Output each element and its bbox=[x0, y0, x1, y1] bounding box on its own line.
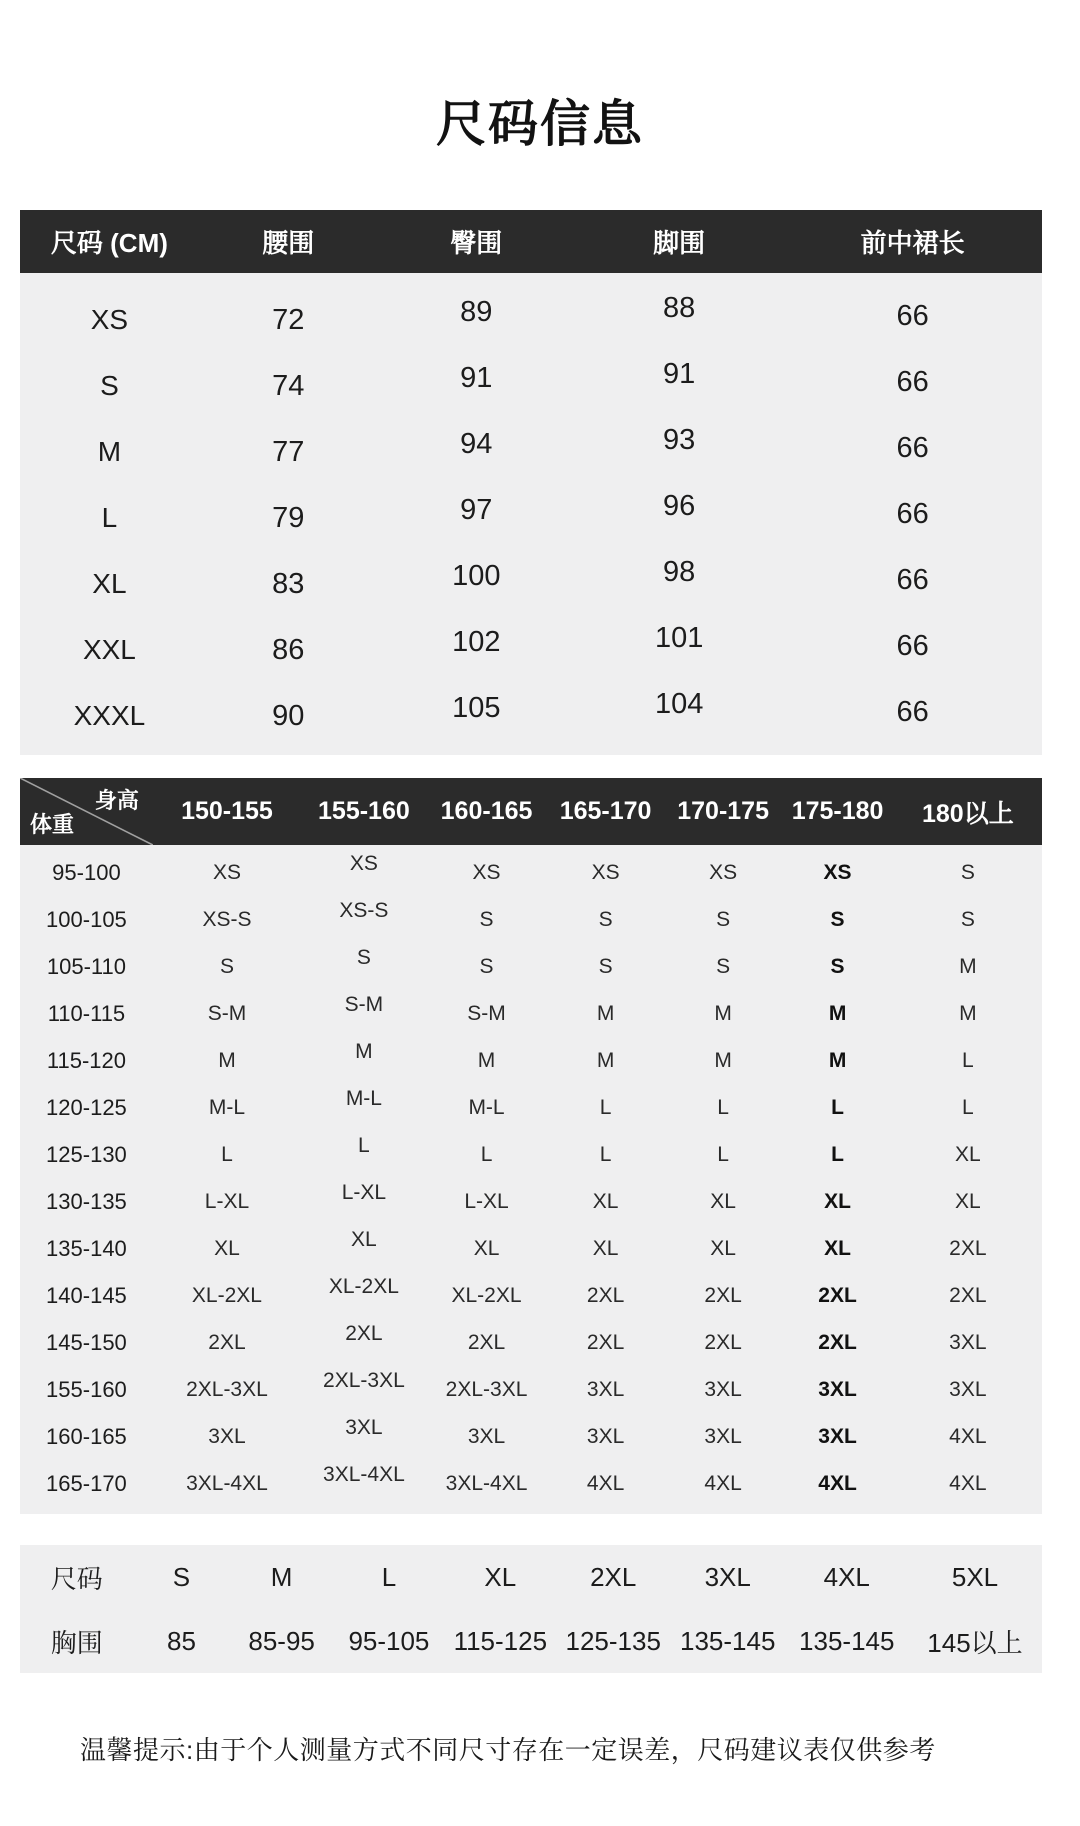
size-recommendation-cell: S bbox=[598, 954, 613, 978]
size-recommendation-cell: 4XL bbox=[704, 1471, 742, 1495]
weight-range-cell: 155-160 bbox=[46, 1376, 127, 1402]
bust-value-cell: 85 bbox=[167, 1625, 196, 1656]
size-table-cell: 104 bbox=[654, 687, 704, 720]
size-table-cell: 66 bbox=[896, 497, 929, 530]
size-recommendation-cell: M bbox=[959, 954, 977, 978]
size-recommendation-cell: 3XL-4XL bbox=[323, 1462, 405, 1486]
size-recommendation-cell: 4XL bbox=[949, 1424, 987, 1448]
size-recommendation-cell: 2XL-3XL bbox=[445, 1377, 528, 1401]
weight-range-cell: 160-165 bbox=[46, 1423, 127, 1449]
size-recommendation-cell: S-M bbox=[344, 992, 384, 1016]
size-recommendation-cell: 3XL bbox=[949, 1330, 987, 1354]
size-recommendation-cell: XL bbox=[473, 1236, 500, 1260]
bust-size-cell: M bbox=[270, 1561, 293, 1592]
weight-range-cell: 140-145 bbox=[46, 1282, 127, 1308]
size-table-header-cell: 尺码 (CM) bbox=[50, 228, 168, 258]
size-recommendation-cell: 4XL bbox=[586, 1471, 625, 1495]
size-table-cell: 72 bbox=[272, 303, 305, 336]
size-recommendation-cell: 2XL bbox=[586, 1283, 625, 1307]
height-weight-table bbox=[20, 778, 1042, 1514]
size-table-cell: M bbox=[97, 436, 122, 467]
matrix-row bbox=[20, 1366, 1042, 1413]
weight-range-cell: 135-140 bbox=[46, 1235, 127, 1261]
size-table-cell: 77 bbox=[272, 435, 305, 468]
size-recommendation-cell: XL bbox=[824, 1236, 851, 1260]
size-table-cell: 66 bbox=[896, 563, 929, 596]
size-table-cell: 89 bbox=[460, 295, 493, 328]
matrix-row bbox=[20, 1131, 1042, 1178]
size-recommendation-cell: M bbox=[218, 1048, 236, 1072]
size-recommendation-cell: 2XL bbox=[586, 1330, 625, 1354]
weight-range-cell: 100-105 bbox=[46, 906, 127, 932]
size-recommendation-cell: 3XL bbox=[345, 1415, 383, 1439]
size-table-row bbox=[20, 353, 1042, 419]
size-table-body bbox=[20, 273, 1042, 755]
size-table-cell: 98 bbox=[663, 555, 696, 588]
matrix-row bbox=[20, 1413, 1042, 1460]
height-column-header: 155-160 bbox=[318, 797, 410, 825]
warm-tip-note: 温馨提示:由于个人测量方式不同尺寸存在一定误差，尺码建议表仅供参考 bbox=[80, 1735, 936, 1765]
size-recommendation-cell: XL bbox=[351, 1227, 377, 1251]
bust-size-cell: 2XL bbox=[590, 1561, 637, 1592]
size-recommendation-cell: 3XL-4XL bbox=[186, 1471, 268, 1495]
matrix-header bbox=[20, 778, 1042, 845]
size-recommendation-cell: L bbox=[599, 1095, 612, 1119]
size-recommendation-cell: L bbox=[599, 1142, 612, 1166]
size-recommendation-cell: 3XL bbox=[704, 1424, 742, 1448]
size-recommendation-cell: XS bbox=[709, 860, 738, 884]
height-column-header: 175-180 bbox=[791, 797, 884, 825]
matrix-row bbox=[20, 1225, 1042, 1272]
size-recommendation-cell: 3XL bbox=[586, 1424, 625, 1448]
matrix-row bbox=[20, 1178, 1042, 1225]
weight-range-cell: 115-120 bbox=[46, 1047, 126, 1073]
bust-size-row-label: 尺码 bbox=[50, 1563, 103, 1594]
size-table-cell: 91 bbox=[460, 361, 493, 394]
size-table-cell: 86 bbox=[272, 633, 305, 666]
size-recommendation-cell: S-M bbox=[467, 1001, 506, 1025]
size-recommendation-cell: 4XL bbox=[949, 1471, 987, 1495]
size-recommendation-cell: M-L bbox=[208, 1095, 246, 1119]
size-table bbox=[20, 210, 1042, 755]
size-table-cell: 66 bbox=[896, 299, 929, 332]
size-recommendation-cell: 2XL bbox=[704, 1283, 742, 1307]
size-recommendation-cell: 2XL-3XL bbox=[323, 1368, 405, 1392]
size-recommendation-cell: S bbox=[830, 954, 845, 978]
bust-value-cell: 85-95 bbox=[248, 1625, 315, 1656]
size-recommendation-cell: M bbox=[714, 1048, 732, 1072]
height-column-header: 180以上 bbox=[922, 799, 1014, 828]
size-table-cell: 66 bbox=[896, 431, 929, 464]
size-table-cell: XS bbox=[90, 304, 129, 335]
bust-table bbox=[20, 1545, 1042, 1673]
size-recommendation-cell: L bbox=[717, 1095, 729, 1119]
bust-value-cell: 135-145 bbox=[799, 1625, 895, 1656]
size-recommendation-cell: S bbox=[960, 860, 975, 884]
height-label: 身高 bbox=[94, 788, 139, 813]
page-title: 尺码信息 bbox=[436, 96, 644, 152]
size-recommendation-cell: XS bbox=[823, 860, 852, 884]
size-table-cell: 97 bbox=[460, 493, 493, 526]
size-table-cell: 83 bbox=[272, 567, 305, 600]
size-table-cell: 100 bbox=[452, 559, 501, 592]
size-recommendation-cell: M-L bbox=[345, 1086, 382, 1110]
size-table-row bbox=[20, 551, 1042, 617]
matrix-row bbox=[20, 943, 1042, 990]
size-recommendation-cell: S bbox=[716, 907, 731, 931]
size-recommendation-cell: 3XL bbox=[704, 1377, 742, 1401]
size-table-cell: 74 bbox=[272, 369, 305, 402]
size-recommendation-cell: M bbox=[596, 1048, 615, 1072]
size-recommendation-cell: L-XL bbox=[204, 1189, 250, 1213]
size-table-cell: 66 bbox=[896, 365, 929, 398]
size-recommendation-cell: XL bbox=[824, 1189, 851, 1213]
size-recommendation-cell: L bbox=[831, 1095, 844, 1119]
size-recommendation-cell: S bbox=[219, 954, 234, 978]
size-recommendation-cell: L bbox=[962, 1095, 974, 1119]
weight-range-cell: 145-150 bbox=[46, 1329, 127, 1355]
size-recommendation-cell: S bbox=[830, 907, 845, 931]
size-recommendation-cell: XL bbox=[592, 1236, 619, 1260]
weight-range-cell: 165-170 bbox=[46, 1470, 127, 1496]
size-recommendation-cell: M bbox=[355, 1039, 373, 1063]
size-recommendation-cell: XS bbox=[591, 860, 620, 884]
size-recommendation-cell: L bbox=[221, 1142, 233, 1166]
weight-range-cell: 125-130 bbox=[46, 1141, 127, 1167]
matrix-row bbox=[20, 1319, 1042, 1366]
size-table-header-cell: 前中裙长 bbox=[860, 228, 965, 258]
size-recommendation-cell: XL bbox=[955, 1142, 981, 1166]
bust-size-cell: XL bbox=[484, 1561, 517, 1592]
size-recommendation-cell: 2XL bbox=[818, 1283, 857, 1307]
size-table-header-cell: 臀围 bbox=[450, 228, 503, 258]
size-recommendation-cell: M bbox=[828, 1048, 847, 1072]
matrix-corner-cell bbox=[20, 778, 153, 845]
size-recommendation-cell: 2XL bbox=[949, 1283, 987, 1307]
size-table-cell: XXL bbox=[82, 634, 136, 665]
size-table-row bbox=[20, 287, 1042, 353]
bust-size-cell: 4XL bbox=[823, 1561, 870, 1592]
size-recommendation-cell: 3XL bbox=[818, 1424, 857, 1448]
size-table-cell: L bbox=[101, 502, 118, 533]
size-table-cell: 88 bbox=[663, 291, 696, 324]
size-recommendation-cell: XL-2XL bbox=[451, 1283, 522, 1307]
size-table-cell: 91 bbox=[663, 357, 696, 390]
size-recommendation-cell: S bbox=[479, 907, 494, 931]
size-recommendation-cell: L bbox=[831, 1142, 844, 1166]
bust-size-cell: 5XL bbox=[951, 1561, 999, 1592]
size-recommendation-cell: 2XL-3XL bbox=[186, 1377, 268, 1401]
size-table-cell: XL bbox=[92, 568, 127, 599]
size-recommendation-cell: XL bbox=[710, 1189, 736, 1213]
bust-size-cell: S bbox=[172, 1561, 191, 1592]
size-recommendation-cell: 3XL bbox=[586, 1377, 625, 1401]
size-recommendation-cell: S bbox=[960, 907, 975, 931]
bust-size-cell: L bbox=[381, 1561, 397, 1592]
matrix-row bbox=[20, 1272, 1042, 1319]
size-recommendation-cell: L bbox=[480, 1142, 493, 1166]
size-recommendation-cell: XS bbox=[212, 860, 241, 884]
size-recommendation-cell: M bbox=[959, 1001, 977, 1025]
size-table-row bbox=[20, 617, 1042, 683]
bust-value-cell: 115-125 bbox=[453, 1625, 548, 1656]
size-recommendation-cell: M bbox=[828, 1001, 847, 1025]
size-recommendation-cell: L bbox=[717, 1142, 729, 1166]
bust-value-cell: 125-135 bbox=[565, 1625, 661, 1656]
weight-range-cell: 120-125 bbox=[46, 1094, 127, 1120]
size-recommendation-cell: M-L bbox=[468, 1095, 505, 1119]
weight-label: 体重 bbox=[30, 812, 75, 837]
size-table-row bbox=[20, 419, 1042, 485]
matrix-body bbox=[20, 845, 1042, 1514]
size-table-header-cell: 脚围 bbox=[653, 228, 706, 258]
size-table-cell: 90 bbox=[272, 699, 305, 732]
matrix-row bbox=[20, 849, 1042, 896]
bust-value-cell: 135-145 bbox=[679, 1625, 776, 1656]
size-recommendation-cell: XS bbox=[349, 851, 378, 875]
height-column-header: 160-165 bbox=[440, 797, 533, 825]
size-table-cell: 96 bbox=[663, 489, 696, 522]
size-recommendation-cell: 2XL bbox=[704, 1330, 742, 1354]
size-recommendation-cell: L-XL bbox=[464, 1189, 509, 1213]
size-table-header bbox=[20, 210, 1042, 273]
size-recommendation-cell: 4XL bbox=[818, 1471, 857, 1495]
size-recommendation-cell: 3XL-4XL bbox=[445, 1471, 528, 1495]
size-table-cell: 102 bbox=[452, 625, 501, 658]
size-table-cell: 79 bbox=[272, 501, 305, 534]
size-recommendation-cell: S bbox=[716, 954, 731, 978]
height-column-header: 165-170 bbox=[559, 797, 652, 825]
size-recommendation-cell: XL bbox=[710, 1236, 736, 1260]
size-table-cell: S bbox=[100, 370, 119, 401]
size-table-cell: 101 bbox=[654, 621, 704, 654]
size-recommendation-cell: 2XL bbox=[818, 1330, 857, 1354]
size-table-cell: 94 bbox=[460, 427, 493, 460]
size-recommendation-cell: XS-S bbox=[202, 907, 252, 931]
size-recommendation-cell: XS-S bbox=[339, 898, 389, 922]
size-recommendation-cell: S bbox=[598, 907, 613, 931]
size-recommendation-cell: M bbox=[477, 1048, 496, 1072]
weight-range-cell: 105-110 bbox=[46, 953, 126, 979]
size-recommendation-cell: M bbox=[714, 1001, 732, 1025]
size-recommendation-cell: S bbox=[356, 945, 371, 969]
size-recommendation-cell: XL bbox=[592, 1189, 619, 1213]
size-table-cell: 105 bbox=[452, 691, 501, 724]
size-recommendation-cell: S bbox=[479, 954, 494, 978]
size-recommendation-cell: XL bbox=[214, 1236, 240, 1260]
height-column-header: 150-155 bbox=[181, 797, 273, 825]
size-recommendation-cell: 3XL bbox=[208, 1424, 246, 1448]
size-recommendation-cell: L bbox=[962, 1048, 974, 1072]
matrix-row bbox=[20, 1084, 1042, 1131]
size-recommendation-cell: XL bbox=[955, 1189, 981, 1213]
weight-range-cell: 110-115 bbox=[47, 1000, 126, 1026]
size-recommendation-cell: 2XL bbox=[345, 1321, 383, 1345]
matrix-row bbox=[20, 990, 1042, 1037]
size-table-cell: 93 bbox=[663, 423, 696, 456]
size-recommendation-cell: 3XL bbox=[467, 1424, 506, 1448]
size-recommendation-cell: 2XL bbox=[467, 1330, 506, 1354]
size-recommendation-cell: S-M bbox=[207, 1001, 247, 1025]
matrix-row bbox=[20, 1037, 1042, 1084]
matrix-row bbox=[20, 896, 1042, 943]
size-recommendation-cell: L-XL bbox=[341, 1180, 387, 1204]
size-recommendation-cell: L bbox=[358, 1133, 370, 1157]
bust-value-cell: 95-105 bbox=[348, 1625, 430, 1656]
weight-range-cell: 95-100 bbox=[52, 859, 121, 885]
bust-value-row-label: 胸围 bbox=[50, 1627, 103, 1658]
size-recommendation-cell: 2XL bbox=[208, 1330, 246, 1354]
size-recommendation-cell: 3XL bbox=[949, 1377, 987, 1401]
bust-value-row bbox=[20, 1609, 1042, 1673]
size-table-row bbox=[20, 485, 1042, 551]
size-recommendation-cell: 2XL bbox=[949, 1236, 987, 1260]
size-table-header-cell: 腰围 bbox=[262, 228, 315, 258]
matrix-row bbox=[20, 1460, 1042, 1507]
size-recommendation-cell: XS bbox=[472, 860, 501, 884]
size-recommendation-cell: M bbox=[596, 1001, 615, 1025]
bust-size-cell: 3XL bbox=[704, 1561, 751, 1592]
size-table-cell: 66 bbox=[896, 629, 929, 662]
size-table-row bbox=[20, 683, 1042, 749]
bust-size-row bbox=[20, 1545, 1042, 1609]
size-table-cell: XXXL bbox=[73, 700, 146, 731]
weight-range-cell: 130-135 bbox=[46, 1188, 127, 1214]
height-column-header: 170-175 bbox=[677, 797, 769, 825]
size-recommendation-cell: 3XL bbox=[818, 1377, 857, 1401]
size-recommendation-cell: XL-2XL bbox=[191, 1283, 262, 1307]
size-table-cell: 66 bbox=[896, 695, 929, 728]
bust-value-cell: 145以上 bbox=[927, 1627, 1023, 1658]
size-recommendation-cell: XL-2XL bbox=[328, 1274, 399, 1298]
